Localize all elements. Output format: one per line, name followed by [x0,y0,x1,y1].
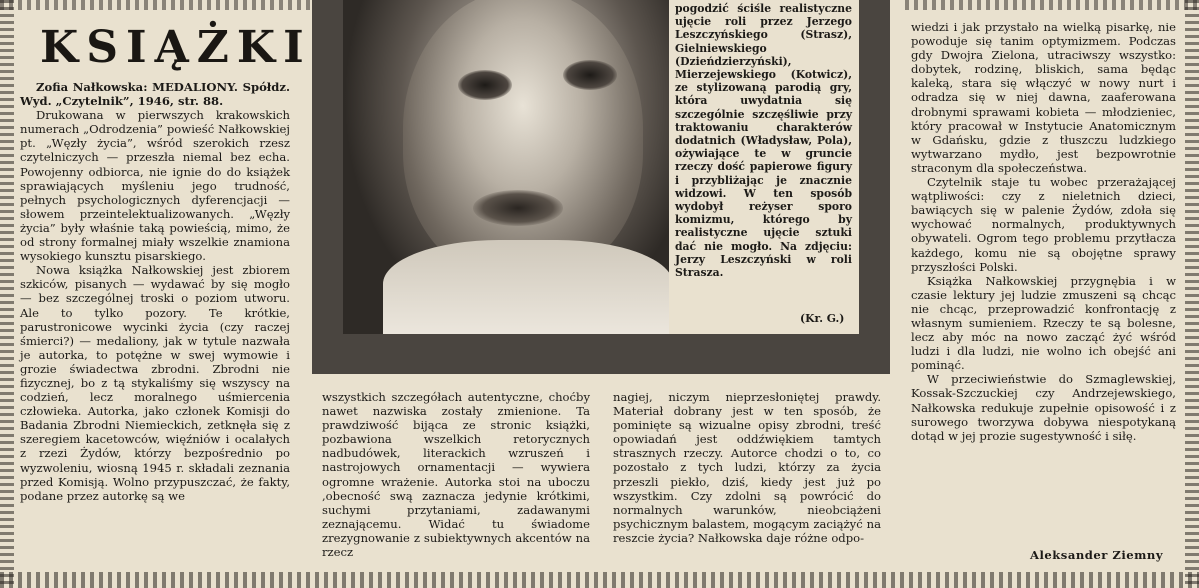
paragraph: Nowa książka Nałkowskiej jest zbiorem szkiców, pisanych — wydawać by się mogło — bez szczególnej troski o poziom utworu. Ale to tylko pozory. Te krótkie, parustronicowe wycinki życia (czy raczej śmierci?) — medaliony, jak w tytule nazwała je autorka, to potężne w swej wymowie i grozie świadectwa zbrodni. Zbrodni nie fizycznej, bo z tą stykaliśmy się wszyscy na codzień, lecz moralnego uśmiercenia człowieka. Autorka, jako członek Komisji do Badania Zbrodni Niemieckich, zetknęła się z szeregiem kacetowców, więźniów i ocalałych z rzezi Żydów, którzy bezpośrednio po wyzwoleniu, wiosną 1945 r. składali zeznania przed Komisją. Wolno przypuszczać, że fakty, podane przez autorkę są we [20,263,290,503]
section-title: KSIĄŻKI [40,22,312,73]
collar-shape [383,240,669,334]
wavy-border-top-right [905,0,1199,10]
eye-shape [458,70,512,100]
eye-shape [563,60,617,90]
caption-credit: (Kr. G.) [800,312,845,325]
face-shape [403,0,643,280]
paragraph: W przeciwieństwie do Szmaglewskiej, Kossak-Szczuckiej czy Andrzejewskiego, Nałkowska redukuje zupełnie opisowość i z surowego tworzywa dobywa niespotykaną dotąd w jej prozie sugestywność i siłę. [911,372,1176,443]
column-2 [322,390,590,559]
column-4 [911,20,1176,443]
wavy-border-right [1185,0,1199,588]
wavy-border-bottom [0,572,1199,588]
photo-caption: pogodzić ściśle realistyczne ujęcie roli przez Jerzego Leszczyńskiego (Strasz), Gielniewskiego (Dzieńdzierzyński), Mierzejewskiego (Kotwicz), ze stylizowaną parodią gry, która uwydatnia się szczególnie szczęśliwie przy traktowaniu charakterów dodatnich (Władysław, Pola), ożywiające te w gruncie rzeczy dość papierowe figury i przybliżając je znacznie widzowi. W ten sposób wydobył reżyser sporo komizmu, którego by realistyczne ujęcie sztuki dać nie mogło. Na zdjęciu: Jerzy Leszczyński w roli Strasza. [675,2,852,280]
author-signature: Aleksander Ziemny [1030,548,1164,562]
column-3 [613,390,881,545]
book-citation: Zofia Nałkowska: MEDALIONY. Spółdz. Wyd. „Czytelnik”, 1946, str. 88. [20,80,290,109]
paragraph: Książka Nałkowskiej przygnębia i w czasie lektury jej ludzie zmuszeni są chcąc nie chcąc, przeprowadzić konfrontację z własnym sumieniem. Rzeczy te są bolesne, lecz aby móc na nowo zacząć żyć wśród ludzi i dla ludzi, nie wolno ich obejść ani pominąć. [911,273,1176,373]
paragraph: wiedzi i jak przystało na wielką pisarkę, nie powoduje się tanim optymizmem. Podczas gdy Dwojra Zielona, utraciwszy wszystko: dobytek, rodzinę, bliskich, sama będąc kaleką, stara się włączyć w nowy nurt i odradza się w niej dawna, zaaferowana drobnymi sprawami kobieta — młodzieniec, który pracował w Instytucie Anatomicznym w Gdańsku, gdzie z tłuszczu ludzkiego wytwarzano mydło, jest bezpowrotnie straconym dla społeczeństwa. [911,20,1176,175]
paragraph: wszystkich szczegółach autentyczne, choćby nawet nazwiska zostały zmienione. Ta prawdziwość bijąca ze stronic książki, pozbawiona wszelkich retorycznych nadbudówek, literackich wzruszeń i nastrojowych ornamentacji — wywiera ogromne wrażenie. Autorka stoi na uboczu ,obecność swą zaznacza jedynie krótkimi, suchymi przytaniami, zadawanymi zeznającemu. Widać tu świadome zrezygnowanie z subiektywnych akcentów na rzecz [322,390,590,560]
paragraph: Drukowana w pierwszych krakowskich numerach „Odrodzenia” powieść Nałkowskiej pt. „Węzły życia”, wśród szerokich rzesz czytelniczych — przeszła niemal bez echa. Powojenny odbiorca, nie ignie do do książek sprawiających myśleniu jego trudność, pełnych psychologicznych dyferencjacji — słowem przeintelektualizowanych. „Węzły życia” były właśnie taką powieścią, mimo, że od strony formalnej miały wszelkie znamiona wysokiego kunsztu pisarskiego. [20,108,290,264]
wavy-border-left [0,0,14,588]
paragraph: Czytelnik staje tu wobec przerażającej wątpliwości: czy z nieletnich dzieci, bawiących się w palenie Żydów, zdoła się wychować normalnych, produktywnych obywateli. Ogrom tego problemu przytłacza każdego, komu nie są obojętne sprawy przyszłości Polski. [911,175,1176,274]
wavy-border-top-left [0,0,312,10]
mouth-shape [473,190,563,226]
paragraph: nagiej, niczym nieprzesłoniętej prawdy. Materiał dobrany jest w ten sposób, że pominięte są wizualne opisy zbrodni, treść opowiadań jest oddźwiękiem tamtych strasznych rzeczy. Autorce chodzi o to, co pozostało z tych ludzi, którzy za życia przeszli piekło, dziś, kiedy jest już po wszystkim. Czy zdolni są powrócić do normalnych warunków, nieobciążeni psychicznym balastem, mogącym zaciążyć na reszcie życia? Nałkowska daje różne odpo- [613,390,881,545]
column-1 [20,80,290,503]
actor-photo [343,0,669,334]
